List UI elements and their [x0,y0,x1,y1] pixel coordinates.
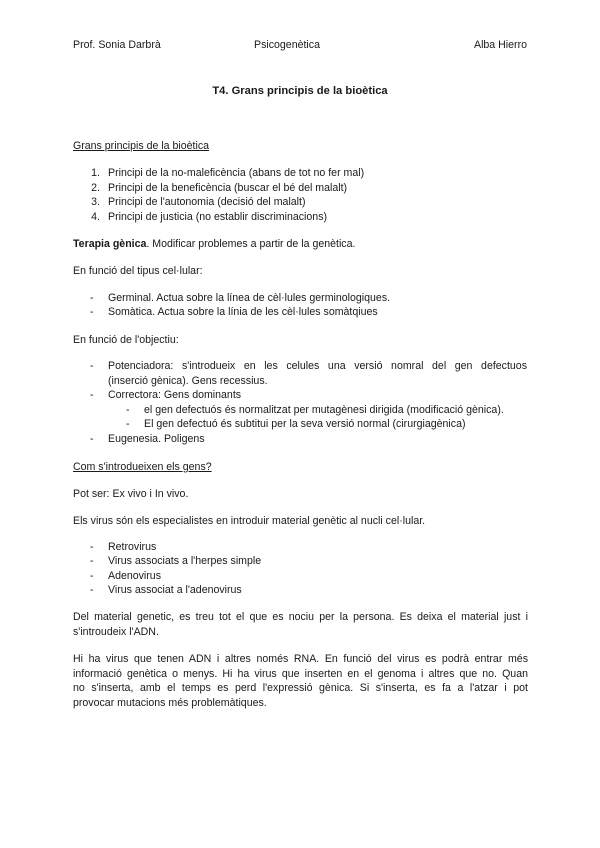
paragraph-virus-adn [73,652,528,710]
sub-dash-bullet: - [126,404,130,416]
section-heading-introduccio: Com s'introdueixen els gens? [73,461,212,473]
paragraph-line: Del material genetic, es treu tot el que es nociu per la persona. Es deixa el material just i [73,611,528,623]
list-item [82,181,347,196]
list-text: Principi de la beneficència (buscar el bé del malalt) [108,182,348,194]
paragraph-line: informació genètica o menys. Hi ha virus que inserten en el genoma i altres que no. Quan [73,667,528,680]
bullet-germinal: Germinal. Actua sobre la línea de cèl·lules germinologiques. [108,292,391,304]
dash-bullet: - [90,360,94,372]
sub-bullet-substituit: El gen defectuó és subtitui per la seva versió normal (cirurgiagènica) [144,418,466,430]
list-text: Principi de l'autonomia (decisió del malalt) [108,196,306,208]
header-student: Alba Hierro [474,39,527,51]
list-number: 2. [91,182,100,194]
header-author: Prof. Sonia Darbrà [73,39,161,51]
bullet-potenciadora [108,359,527,388]
virus-item: Virus associat a l'adenovirus [108,584,242,596]
dash-bullet: - [90,433,94,445]
paragraph-material-genetic [73,610,528,639]
dash-bullet: - [90,555,94,567]
pot-ser-line: Pot ser: Ex vivo i In vivo. [73,488,189,500]
objectiu-intro: En funció de l'objectiu: [73,334,179,346]
potenciadora-line: Potenciadora: s'introdueix en les celules una versió nomral del gen defectuos [108,360,527,372]
dash-bullet: - [90,570,94,582]
paragraph-line: Hi ha virus que tenen ADN i altres només RNA. En funció del virus es podrà entrar més [73,653,528,665]
list-number: 1. [91,167,100,179]
bullet-somatica: Somàtica. Actua sobre la línia de les cèl·lules somàtqiues [108,306,378,318]
paragraph-line: s'introudeix l'ADN. [73,625,159,638]
sub-bullet-normalitzat: el gen defectuós és normalitzat per mutagènesi dirigida (modificació gènica). [144,404,504,416]
terapia-genica-term: Terapia gènica [73,238,147,250]
dash-bullet: - [90,306,94,318]
dash-bullet: - [90,584,94,596]
sub-dash-bullet: - [126,418,130,430]
list-number: 4. [91,211,100,223]
dash-bullet: - [90,389,94,401]
virus-item: Adenovirus [108,570,161,582]
list-item [82,166,364,181]
potenciadora-line: (inserció gènica). Gens recessius. [108,374,268,387]
list-number: 3. [91,196,100,208]
terapia-genica-line [73,237,355,252]
list-text: Principi de justicia (no establir discriminacions) [108,211,328,223]
dash-bullet: - [90,292,94,304]
header-subject: Psicogenètica [254,39,320,51]
bullet-eugenesia: Eugenesia. Poligens [108,433,205,445]
paragraph-line: provocar mutacions més problemàtiques. [73,696,267,709]
virus-intro: Els virus són els especialistes en introduir material genètic al nucli cel·lular. [73,515,426,527]
tipus-intro: En funció del tipus cel·lular: [73,265,203,277]
virus-item: Retrovirus [108,541,157,553]
list-item [82,195,306,210]
section-heading-principis: Grans principis de la bioètica [73,140,210,152]
terapia-genica-definition: . Modificar problemes a partir de la genètica. [146,238,356,250]
dash-bullet: - [90,541,94,553]
list-text: Principi de la no-maleficència (abans de tot no fer mal) [108,167,365,179]
bullet-correctora: Correctora: Gens dominants [108,389,242,401]
list-item [82,210,327,225]
virus-item: Virus associats a l'herpes simple [108,555,262,567]
page-title: T4. Grans principis de la bioètica [212,85,388,97]
paragraph-line: no s'inserta, amb el temps es perd l'expressió gènica. Si s'inserta, es fa a l'atzar i pot [73,682,528,695]
